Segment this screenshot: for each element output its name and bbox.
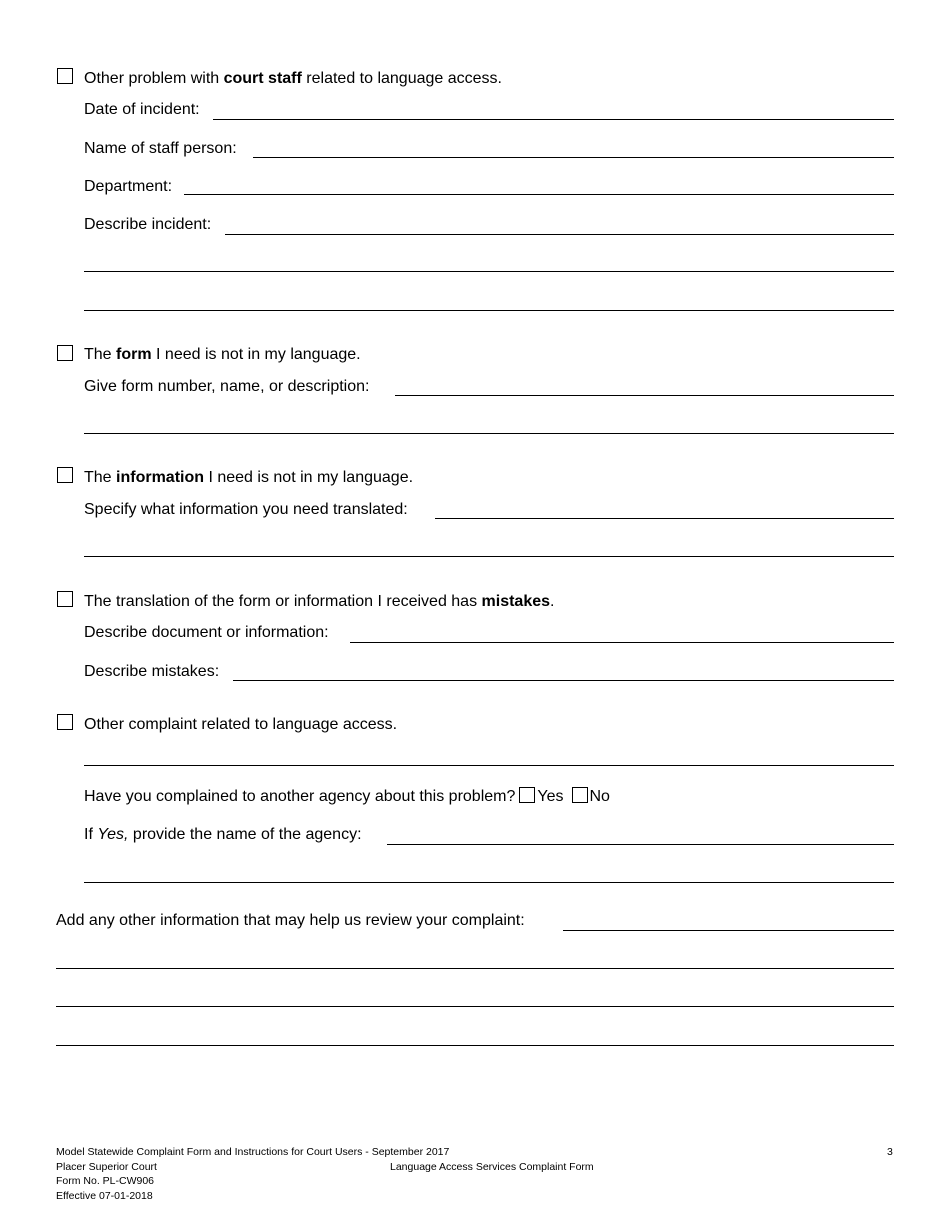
footer-court: Placer Superior Court — [56, 1161, 157, 1173]
information-needed-line-2[interactable] — [84, 556, 894, 557]
footer-effective-date: Effective 07-01-2018 — [56, 1190, 153, 1202]
staff-person-field[interactable] — [253, 157, 894, 158]
describe-document-label: Describe document or information: — [84, 624, 329, 641]
department-field[interactable] — [184, 194, 894, 195]
form-heading: The form I need is not in my language. — [84, 346, 361, 363]
form-description-line-2[interactable] — [84, 433, 894, 434]
other-complaint-heading: Other complaint related to language access. — [84, 716, 398, 733]
court-staff-checkbox[interactable] — [57, 68, 73, 84]
information-needed-label: Specify what information you need translated: — [84, 501, 408, 518]
footer-model-form: Model Statewide Complaint Form and Instructions for Court Users - September 2017 — [56, 1146, 450, 1158]
additional-info-line-2[interactable] — [56, 968, 894, 969]
mistakes-checkbox[interactable] — [57, 591, 73, 607]
agency-no-label: No — [589, 788, 610, 805]
agency-name-line-2[interactable] — [84, 882, 894, 883]
additional-info-line-4[interactable] — [56, 1045, 894, 1046]
form-description-field[interactable] — [395, 395, 894, 396]
describe-mistakes-label: Describe mistakes: — [84, 663, 220, 680]
describe-incident-label: Describe incident: — [84, 216, 212, 233]
date-of-incident-label: Date of incident: — [84, 101, 200, 118]
agency-name-label: If Yes, provide the name of the agency: — [84, 826, 362, 843]
form-checkbox[interactable] — [57, 345, 73, 361]
agency-yes-label: Yes — [537, 788, 564, 805]
court-staff-heading: Other problem with court staff related to language access. — [84, 70, 502, 87]
additional-info-field[interactable] — [563, 930, 894, 931]
describe-document-field[interactable] — [350, 642, 894, 643]
staff-person-label: Name of staff person: — [84, 140, 237, 157]
information-needed-field[interactable] — [435, 518, 894, 519]
footer-form-title: Language Access Services Complaint Form — [390, 1161, 594, 1173]
additional-info-line-3[interactable] — [56, 1006, 894, 1007]
describe-mistakes-field[interactable] — [233, 680, 894, 681]
information-heading: The information I need is not in my language. — [84, 469, 414, 486]
other-complaint-checkbox[interactable] — [57, 714, 73, 730]
agency-name-field[interactable] — [387, 844, 894, 845]
agency-no-checkbox[interactable] — [572, 787, 588, 803]
other-complaint-field[interactable] — [84, 765, 894, 766]
describe-incident-line-2[interactable] — [84, 271, 894, 272]
mistakes-heading: The translation of the form or information I received has mistakes. — [84, 593, 555, 610]
agency-yes-checkbox[interactable] — [519, 787, 535, 803]
agency-question: Have you complained to another agency about this problem? Yes No — [84, 788, 610, 805]
date-of-incident-field[interactable] — [213, 119, 894, 120]
describe-incident-line-3[interactable] — [84, 310, 894, 311]
page-number: 3 — [887, 1146, 893, 1158]
information-checkbox[interactable] — [57, 467, 73, 483]
department-label: Department: — [84, 178, 173, 195]
describe-incident-field[interactable] — [225, 234, 894, 235]
additional-info-label: Add any other information that may help us review your complaint: — [56, 912, 525, 929]
footer-form-number: Form No. PL-CW906 — [56, 1175, 155, 1187]
form-description-label: Give form number, name, or description: — [84, 378, 370, 395]
